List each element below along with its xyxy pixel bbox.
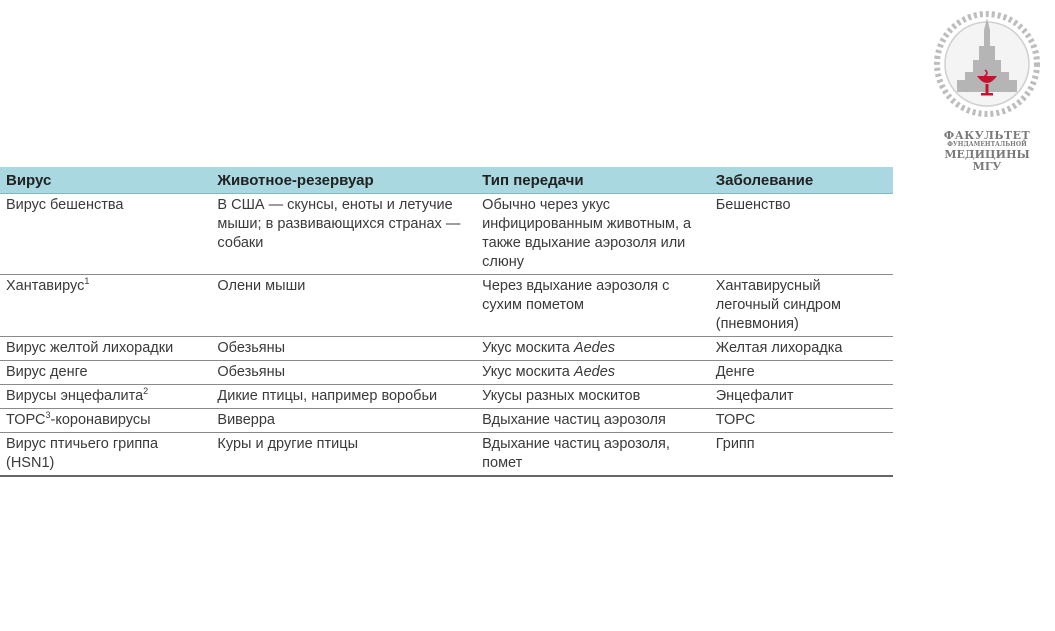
cell-virus [0,275,211,337]
cell-disease: ТОРС [710,409,893,433]
cell-transmission: Вдыхание частиц аэрозоля, помет [476,433,710,477]
species-name: Aedes [573,364,616,380]
cell-disease: Бешенство [710,194,893,275]
cell-virus: Вирус денге [0,361,211,385]
cell-disease: Желтая лихорадка [710,337,893,361]
header-reservoir: Животное-резервуар [211,167,476,194]
cell-disease: Грипп [710,433,893,477]
virus-name: Хантавирус [6,278,85,294]
cell-virus: Вирус желтой лихорадки [0,337,211,361]
logo-line-2: ФУНДАМЕНТАЛЬНОЙ [947,141,1027,148]
species-name: Aedes [573,340,616,356]
cell-disease: Денге [710,361,893,385]
cell-reservoir: Виверра [211,409,476,433]
msu-emblem-icon [931,0,1043,128]
cell-reservoir: Обезьяны [211,361,476,385]
table-row [0,275,893,337]
cell-transmission: Вдыхание частиц аэрозоля [476,409,710,433]
cell-transmission [476,337,710,361]
header-virus: Вирус [0,167,211,194]
cell-transmission [476,361,710,385]
logo-line-1: ФАКУЛЬТЕТ [943,129,1031,142]
logo-line-4: МГУ [972,160,1002,173]
virus-name: -коронавирусы [50,412,151,428]
virus-reservoir-table [0,167,893,477]
cell-reservoir: Дикие птицы, например воробьи [211,385,476,409]
transmission-text: Укус москита [482,340,574,356]
cell-reservoir: Обезьяны [211,337,476,361]
cell-reservoir: В США — скунсы, еноты и летучие мыши; в развивающихся странах — собаки [211,194,476,275]
header-transmission: Тип передачи [476,167,710,194]
faculty-logo [920,0,1054,200]
cell-virus: Вирус бешенства [0,194,211,275]
table-row [0,409,893,433]
cell-virus: Вирус птичьего гриппа (HSN1) [0,433,211,477]
table-row [0,337,893,361]
cell-reservoir: Олени мыши [211,275,476,337]
cell-virus [0,409,211,433]
table-row [0,194,893,275]
logo-line-3: МЕДИЦИНЫ [944,148,1030,161]
cell-transmission: Через вдыхание аэрозоля с сухим пометом [476,275,710,337]
cell-transmission: Обычно через укус инфицированным животным, а также вдыхание аэрозоля или слюну [476,194,710,275]
table-header-row [0,167,893,194]
footnote-mark: 2 [143,386,149,397]
table-row [0,433,893,477]
footnote-mark: 1 [84,276,90,287]
cell-reservoir: Куры и другие птицы [211,433,476,477]
cell-transmission: Укусы разных москитов [476,385,710,409]
table-row [0,385,893,409]
cell-virus [0,385,211,409]
cell-disease: Энцефалит [710,385,893,409]
virus-name: Вирусы энцефалита [6,388,144,404]
header-disease: Заболевание [710,167,893,194]
transmission-text: Укус москита [482,364,574,380]
footnote-mark: 3 [45,410,51,421]
virus-name-prefix: ТОРС [6,412,46,428]
table-row [0,361,893,385]
cell-disease: Хантавирусный легочный синдром (пневмония) [710,275,893,337]
